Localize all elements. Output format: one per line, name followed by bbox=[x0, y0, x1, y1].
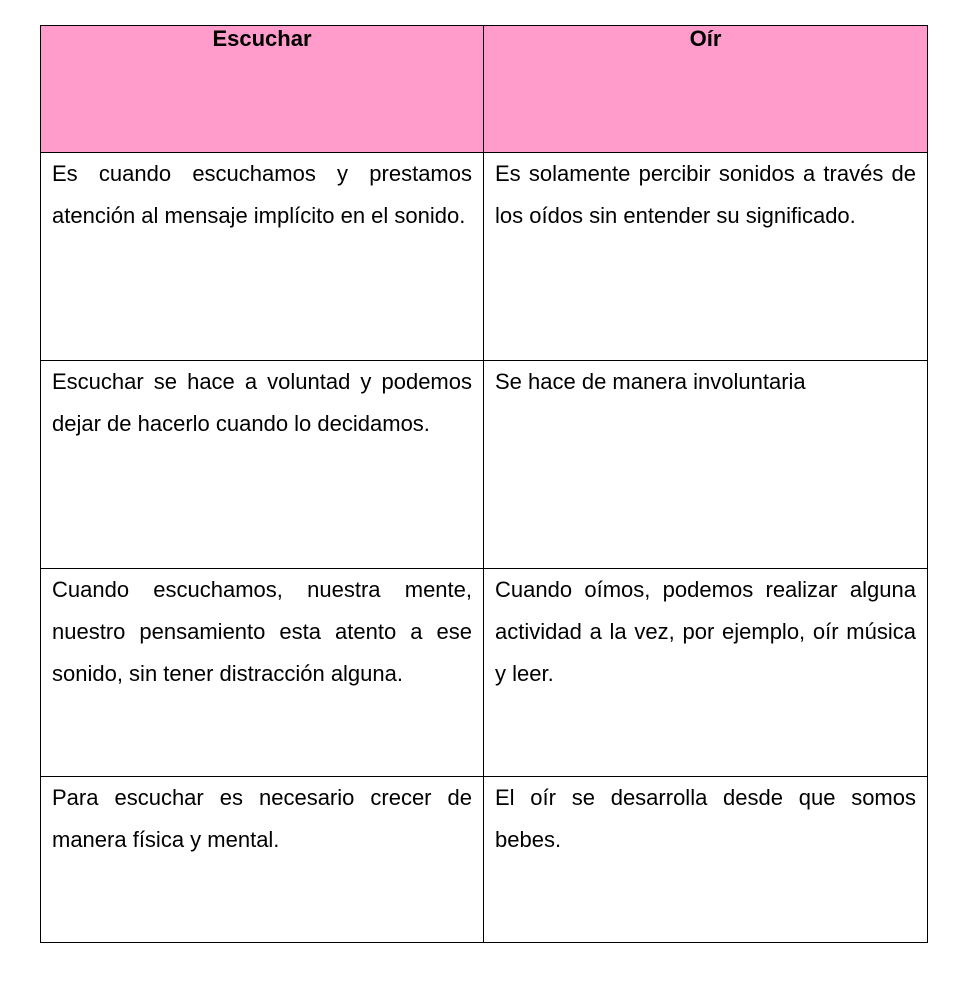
table-row bbox=[41, 361, 928, 569]
table-row bbox=[41, 569, 928, 777]
cell-escuchar: Para escuchar es necesario crecer de manera física y mental. bbox=[41, 777, 484, 943]
cell-oir: Cuando oímos, podemos realizar alguna actividad a la vez, por ejemplo, oír música y leer. bbox=[484, 569, 928, 777]
table-row bbox=[41, 153, 928, 361]
cell-escuchar: Cuando escuchamos, nuestra mente, nuestro pensamiento esta atento a ese sonido, sin tener distracción alguna. bbox=[41, 569, 484, 777]
comparison-table bbox=[40, 25, 928, 943]
table-row bbox=[41, 777, 928, 943]
header-oir: Oír bbox=[484, 26, 928, 153]
table-body bbox=[41, 153, 928, 943]
header-escuchar: Escuchar bbox=[41, 26, 484, 153]
table-header bbox=[41, 26, 928, 153]
cell-escuchar: Es cuando escuchamos y prestamos atención al mensaje implícito en el sonido. bbox=[41, 153, 484, 361]
header-row bbox=[41, 26, 928, 153]
cell-oir: Se hace de manera involuntaria bbox=[484, 361, 928, 569]
cell-oir: Es solamente percibir sonidos a través de los oídos sin entender su significado. bbox=[484, 153, 928, 361]
cell-oir: El oír se desarrolla desde que somos bebes. bbox=[484, 777, 928, 943]
cell-escuchar: Escuchar se hace a voluntad y podemos dejar de hacerlo cuando lo decidamos. bbox=[41, 361, 484, 569]
